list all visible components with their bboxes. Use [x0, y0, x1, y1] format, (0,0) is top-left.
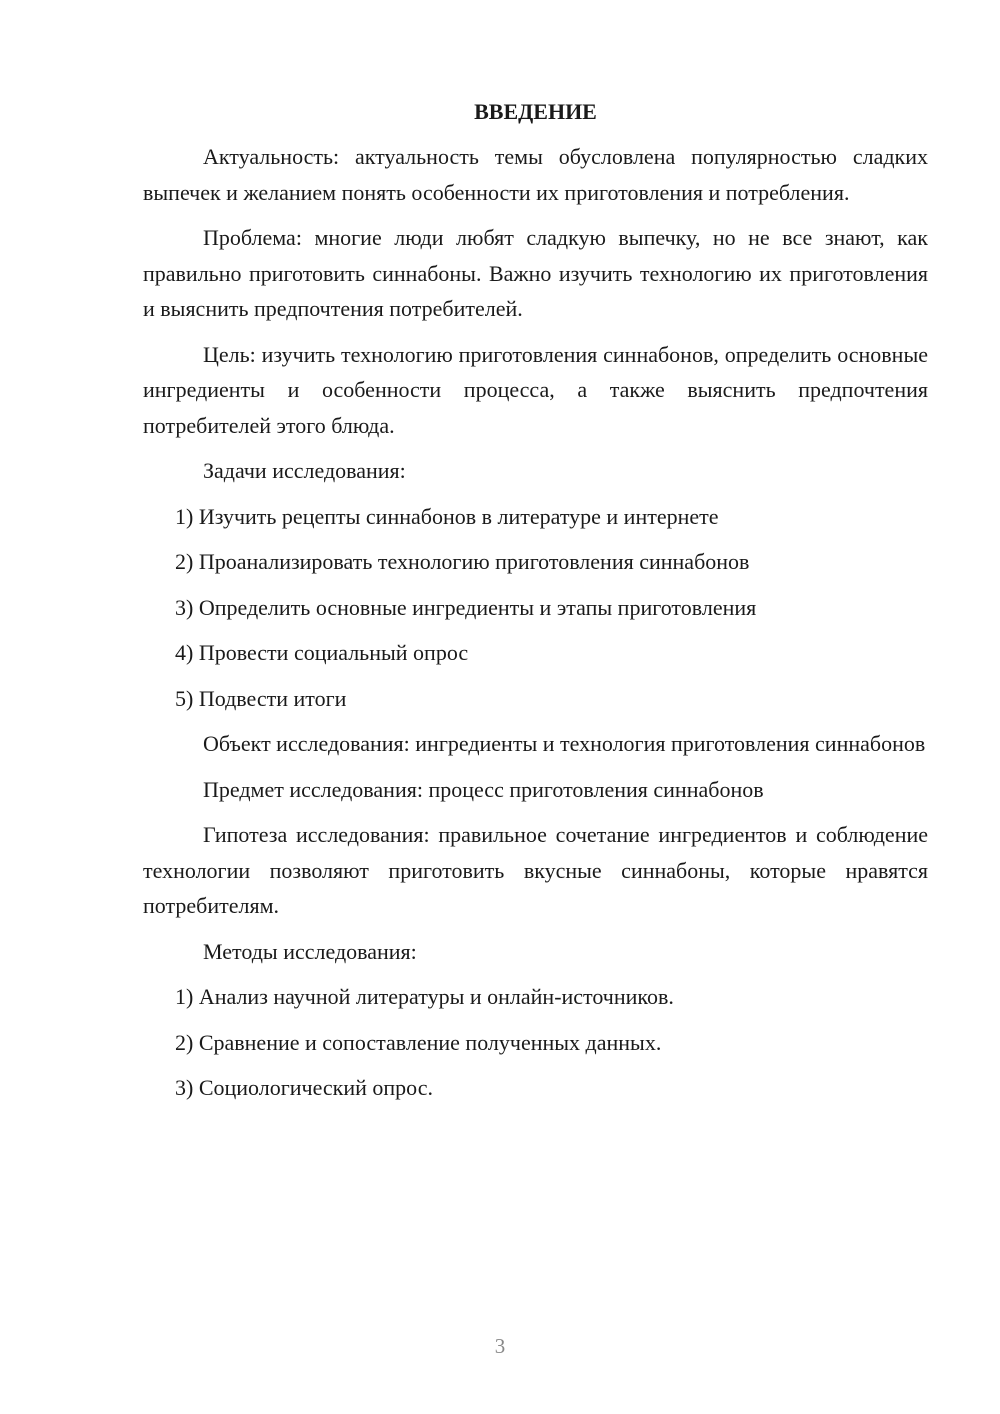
list-item: 3) Определить основные ингредиенты и этапы приготовления	[175, 594, 757, 620]
methods-list	[143, 979, 928, 1106]
goal-paragraph: Цель: изучить технологию приготовления синнабонов, определить основные ингредиенты и особенности процесса, а также выяснить предпочтения потребителей этого блюда.	[143, 341, 928, 438]
list-item: 3) Социологический опрос.	[175, 1075, 433, 1100]
methods-label: Методы исследования:	[203, 938, 417, 964]
list-item: 2) Проанализировать технологию приготовления синнабонов	[175, 549, 750, 574]
list-item: 4) Провести социальный опрос	[175, 640, 469, 665]
subject-paragraph: Предмет исследования: процесс приготовления синнабонов	[203, 776, 764, 802]
relevance-paragraph: Актуальность: актуальность темы обусловлена популярностью сладких выпечек и желанием понять особенности их приготовления и потребления.	[143, 144, 928, 205]
list-item: 1) Анализ научной литературы и онлайн-источников.	[175, 984, 674, 1009]
object-paragraph: Объект исследования: ингредиенты и технология приготовления синнабонов	[203, 731, 926, 756]
list-item: 1) Изучить рецепты синнабонов в литературе и интернете	[175, 503, 719, 529]
list-item: 5) Подвести итоги	[175, 685, 347, 711]
list-item: 2) Сравнение и сопоставление полученных данных.	[175, 1029, 662, 1055]
hypothesis-paragraph: Гипотеза исследования: правильное сочетание ингредиентов и соблюдение технологии позволяют приготовить вкусные синнабоны, которые нравятся потребителям.	[143, 822, 928, 918]
tasks-label: Задачи исследования:	[203, 458, 406, 483]
problem-paragraph: Проблема: многие люди любят сладкую выпечку, но не все знают, как правильно приготовить синнабоны. Важно изучить технологию их приготовления и выяснить предпочтения потребителей.	[143, 225, 928, 321]
page-number: 3	[494, 1334, 506, 1358]
page-content	[143, 94, 928, 1116]
section-heading: ВВЕДЕНИЕ	[474, 99, 597, 124]
tasks-list	[143, 499, 928, 717]
